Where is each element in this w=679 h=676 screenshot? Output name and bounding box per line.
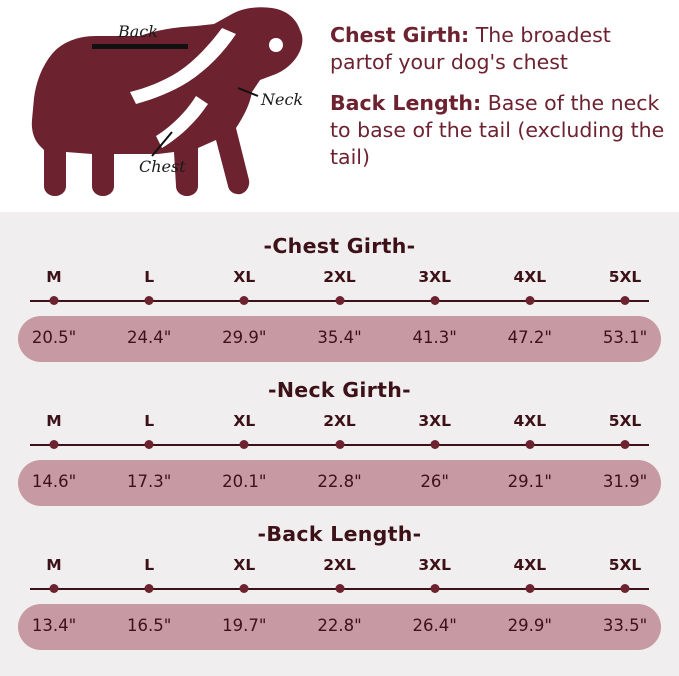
chest-girth-size-labels bbox=[18, 268, 661, 290]
size-label: XL bbox=[233, 268, 256, 286]
measurement-value: 14.6" bbox=[31, 472, 77, 491]
definition-term: Chest Girth: bbox=[330, 23, 470, 47]
size-label: M bbox=[46, 412, 62, 430]
axis-dot bbox=[145, 440, 154, 449]
measurement-value: 17.3" bbox=[126, 472, 172, 491]
measurement-value: 22.8" bbox=[317, 472, 362, 491]
size-label: L bbox=[144, 268, 155, 286]
definition-text: Base of the neck to base of the tail (excluding the tail) bbox=[330, 91, 665, 170]
top-illustration-section bbox=[0, 0, 679, 212]
measurement-value: 47.2" bbox=[507, 328, 552, 347]
measurement-value: 31.9" bbox=[602, 472, 648, 491]
measurement-value: 20.1" bbox=[222, 472, 267, 491]
axis-dot bbox=[50, 296, 59, 305]
size-label: 3XL bbox=[418, 268, 451, 286]
measurement-value: 19.7" bbox=[222, 616, 267, 635]
chest-girth-axis bbox=[18, 294, 661, 308]
axis-dot bbox=[525, 296, 534, 305]
axis-dot bbox=[240, 296, 249, 305]
axis-dot bbox=[145, 296, 154, 305]
measurement-value: 20.5" bbox=[31, 328, 77, 347]
chest-girth-scale bbox=[18, 268, 661, 372]
size-label: 2XL bbox=[323, 556, 356, 574]
axis-dot bbox=[621, 296, 630, 305]
measurement-value: 29.9" bbox=[222, 328, 267, 347]
measurement-value: 41.3" bbox=[412, 328, 457, 347]
size-label: 2XL bbox=[323, 412, 356, 430]
axis-dot bbox=[335, 584, 344, 593]
back-length-scale bbox=[18, 556, 661, 660]
measurement-value: 16.5" bbox=[126, 616, 172, 635]
axis-dot bbox=[621, 440, 630, 449]
back-length-section bbox=[0, 522, 679, 660]
measurement-value: 29.1" bbox=[507, 472, 552, 491]
neck-girth-scale bbox=[18, 412, 661, 516]
measurement-value: 13.4" bbox=[31, 616, 77, 635]
size-label: 3XL bbox=[418, 412, 451, 430]
back-length-title: -Back Length- bbox=[257, 522, 422, 546]
size-label: L bbox=[144, 556, 155, 574]
measurement-value: 35.4" bbox=[317, 328, 362, 347]
chest-girth-values bbox=[18, 316, 661, 362]
size-label: M bbox=[46, 556, 62, 574]
measurement-value: 26" bbox=[420, 472, 449, 491]
axis-dot bbox=[430, 440, 439, 449]
chest-girth-section bbox=[0, 234, 679, 372]
definition-chest-girth bbox=[330, 22, 667, 76]
size-label: 3XL bbox=[418, 556, 451, 574]
neck-girth-axis bbox=[18, 438, 661, 452]
size-label: 4XL bbox=[513, 268, 547, 286]
measurement-value: 24.4" bbox=[126, 328, 172, 347]
back-length-size-labels bbox=[18, 556, 661, 578]
chest-girth-title: -Chest Girth- bbox=[263, 234, 416, 258]
axis-dot bbox=[335, 440, 344, 449]
axis-dot bbox=[50, 440, 59, 449]
size-label: XL bbox=[233, 412, 256, 430]
size-label: 2XL bbox=[323, 268, 356, 286]
size-label: 4XL bbox=[513, 556, 547, 574]
size-label: M bbox=[46, 268, 62, 286]
axis-dot bbox=[145, 584, 154, 593]
size-label: XL bbox=[233, 556, 256, 574]
axis-dot bbox=[621, 584, 630, 593]
size-label: 5XL bbox=[608, 412, 642, 430]
axis-dot bbox=[240, 440, 249, 449]
size-label: 5XL bbox=[608, 268, 642, 286]
definitions-panel bbox=[322, 0, 679, 212]
neck-girth-size-labels bbox=[18, 412, 661, 434]
back-length-values bbox=[18, 604, 661, 650]
axis-dot bbox=[240, 584, 249, 593]
axis-dot bbox=[430, 584, 439, 593]
axis-dot bbox=[525, 584, 534, 593]
dog-illustration-panel bbox=[0, 0, 322, 212]
axis-dot bbox=[50, 584, 59, 593]
neck-girth-values bbox=[18, 460, 661, 506]
axis-dot bbox=[335, 296, 344, 305]
axis-dot bbox=[525, 440, 534, 449]
definition-text: The broadest partof your dog's chest bbox=[330, 23, 611, 75]
label-chest: Chest bbox=[139, 157, 186, 176]
back-length-axis bbox=[18, 582, 661, 596]
size-label: 5XL bbox=[608, 556, 642, 574]
neck-girth-title: -Neck Girth- bbox=[268, 378, 411, 402]
size-label: L bbox=[144, 412, 155, 430]
axis-dot bbox=[430, 296, 439, 305]
measurement-value: 29.9" bbox=[507, 616, 552, 635]
label-back: Back bbox=[118, 22, 158, 41]
measurements-section bbox=[0, 212, 679, 676]
measurement-value: 53.1" bbox=[602, 328, 648, 347]
neck-girth-section bbox=[0, 378, 679, 516]
measurement-value: 26.4" bbox=[412, 616, 457, 635]
measurement-value: 22.8" bbox=[317, 616, 362, 635]
measurement-value: 33.5" bbox=[602, 616, 648, 635]
definition-back-length bbox=[330, 90, 667, 171]
label-neck: Neck bbox=[261, 90, 304, 109]
definition-term: Back Length: bbox=[330, 91, 482, 116]
size-label: 4XL bbox=[513, 412, 547, 430]
